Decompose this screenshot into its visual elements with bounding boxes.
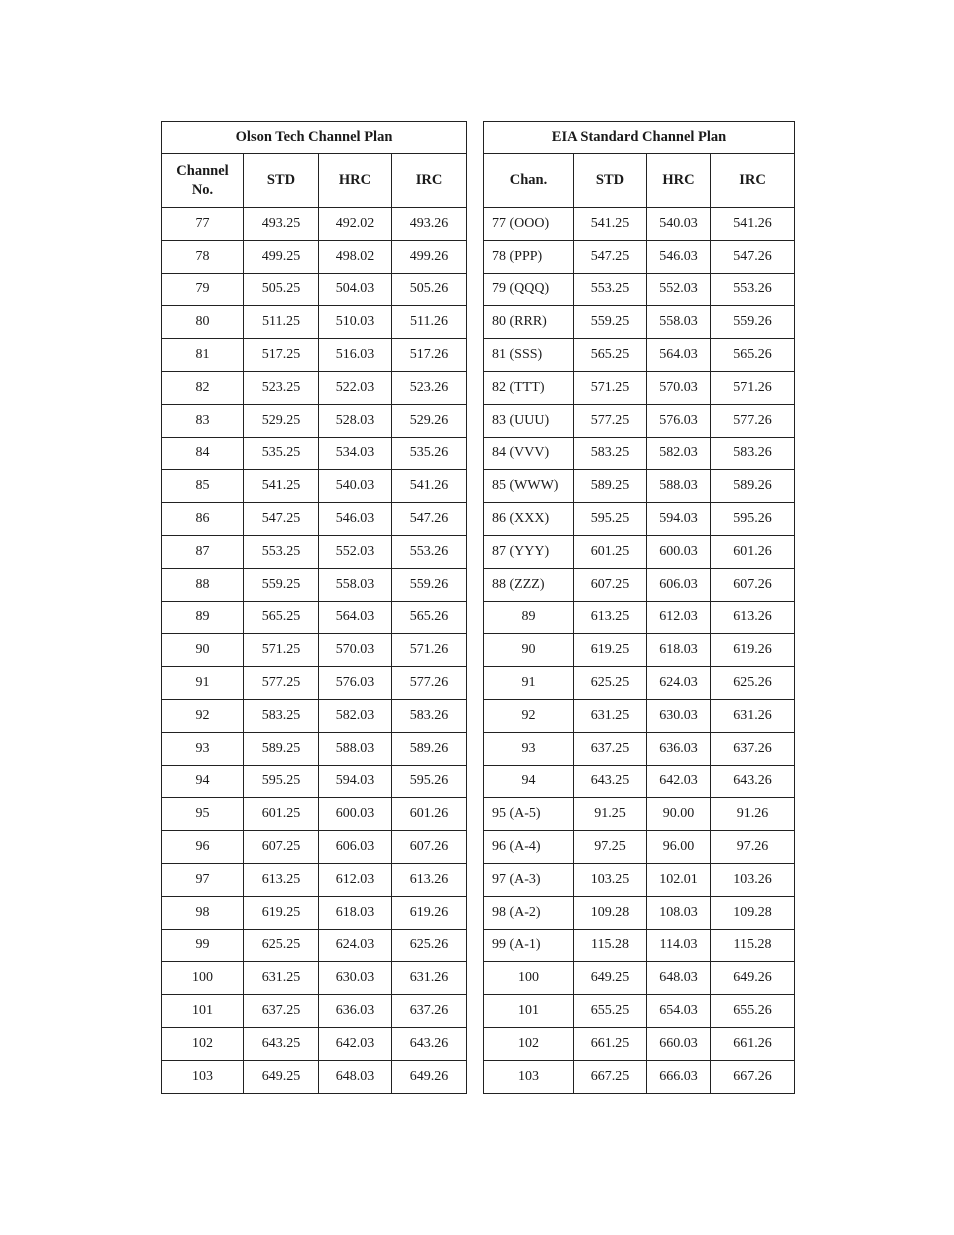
olson-cell-hrc: 576.03 xyxy=(319,667,392,700)
table-row xyxy=(484,339,795,372)
olson-cell-hrc: 636.03 xyxy=(319,995,392,1028)
eia-cell-hrc: 558.03 xyxy=(647,306,711,339)
eia-cell-channel: 80 (RRR) xyxy=(484,306,574,339)
table-row xyxy=(162,339,467,372)
eia-cell-irc: 619.26 xyxy=(711,634,795,667)
olson-cell-irc: 511.26 xyxy=(392,306,467,339)
table-row xyxy=(484,535,795,568)
table-row xyxy=(484,568,795,601)
olson-cell-irc: 535.26 xyxy=(392,437,467,470)
eia-cell-std: 661.25 xyxy=(574,1027,647,1060)
eia-cell-hrc: 642.03 xyxy=(647,765,711,798)
table-row xyxy=(484,601,795,634)
eia-cell-irc: 589.26 xyxy=(711,470,795,503)
olson-cell-std: 553.25 xyxy=(244,535,319,568)
olson-cell-irc: 583.26 xyxy=(392,699,467,732)
table-row xyxy=(484,371,795,404)
eia-cell-channel: 97 (A-3) xyxy=(484,863,574,896)
eia-cell-std: 667.25 xyxy=(574,1060,647,1093)
eia-cell-channel: 99 (A-1) xyxy=(484,929,574,962)
eia-cell-hrc: 102.01 xyxy=(647,863,711,896)
eia-cell-irc: 91.26 xyxy=(711,798,795,831)
eia-cell-std: 589.25 xyxy=(574,470,647,503)
eia-cell-hrc: 666.03 xyxy=(647,1060,711,1093)
olson-cell-channel: 82 xyxy=(162,371,244,404)
olson-cell-hrc: 492.02 xyxy=(319,208,392,241)
eia-cell-channel: 93 xyxy=(484,732,574,765)
eia-cell-hrc: 114.03 xyxy=(647,929,711,962)
table-row xyxy=(484,896,795,929)
olson-cell-std: 547.25 xyxy=(244,503,319,536)
table-row xyxy=(162,831,467,864)
eia-cell-irc: 103.26 xyxy=(711,863,795,896)
olson-cell-hrc: 630.03 xyxy=(319,962,392,995)
olson-cell-irc: 499.26 xyxy=(392,240,467,273)
olson-cell-channel: 96 xyxy=(162,831,244,864)
eia-cell-std: 541.25 xyxy=(574,208,647,241)
olson-cell-hrc: 528.03 xyxy=(319,404,392,437)
table-row xyxy=(162,699,467,732)
eia-cell-irc: 643.26 xyxy=(711,765,795,798)
olson-cell-std: 505.25 xyxy=(244,273,319,306)
eia-cell-channel: 90 xyxy=(484,634,574,667)
olson-cell-hrc: 504.03 xyxy=(319,273,392,306)
eia-header-hrc: HRC xyxy=(647,154,711,208)
olson-cell-std: 583.25 xyxy=(244,699,319,732)
eia-cell-std: 91.25 xyxy=(574,798,647,831)
olson-cell-std: 619.25 xyxy=(244,896,319,929)
table-row xyxy=(484,962,795,995)
olson-cell-std: 613.25 xyxy=(244,863,319,896)
olson-cell-std: 595.25 xyxy=(244,765,319,798)
eia-cell-irc: 607.26 xyxy=(711,568,795,601)
eia-cell-hrc: 660.03 xyxy=(647,1027,711,1060)
olson-cell-std: 517.25 xyxy=(244,339,319,372)
eia-cell-std: 649.25 xyxy=(574,962,647,995)
eia-cell-irc: 109.28 xyxy=(711,896,795,929)
olson-cell-channel: 83 xyxy=(162,404,244,437)
table-row xyxy=(162,634,467,667)
olson-cell-channel: 98 xyxy=(162,896,244,929)
olson-cell-channel: 91 xyxy=(162,667,244,700)
olson-cell-std: 571.25 xyxy=(244,634,319,667)
table-row xyxy=(162,273,467,306)
eia-cell-channel: 96 (A-4) xyxy=(484,831,574,864)
olson-cell-irc: 571.26 xyxy=(392,634,467,667)
table-row xyxy=(484,240,795,273)
table-row xyxy=(162,437,467,470)
olson-cell-hrc: 594.03 xyxy=(319,765,392,798)
olson-cell-channel: 89 xyxy=(162,601,244,634)
eia-cell-std: 577.25 xyxy=(574,404,647,437)
olson-cell-channel: 81 xyxy=(162,339,244,372)
eia-cell-channel: 79 (QQQ) xyxy=(484,273,574,306)
eia-cell-channel: 85 (WWW) xyxy=(484,470,574,503)
table-row xyxy=(162,404,467,437)
table-row xyxy=(162,306,467,339)
olson-cell-hrc: 510.03 xyxy=(319,306,392,339)
table-row xyxy=(162,208,467,241)
eia-cell-hrc: 612.03 xyxy=(647,601,711,634)
olson-cell-std: 649.25 xyxy=(244,1060,319,1093)
eia-cell-std: 607.25 xyxy=(574,568,647,601)
olson-cell-hrc: 540.03 xyxy=(319,470,392,503)
table-row xyxy=(484,667,795,700)
eia-cell-hrc: 618.03 xyxy=(647,634,711,667)
table-row xyxy=(484,765,795,798)
olson-cell-irc: 637.26 xyxy=(392,995,467,1028)
olson-cell-std: 511.25 xyxy=(244,306,319,339)
eia-cell-hrc: 570.03 xyxy=(647,371,711,404)
eia-cell-irc: 547.26 xyxy=(711,240,795,273)
eia-cell-irc: 583.26 xyxy=(711,437,795,470)
table-row xyxy=(484,208,795,241)
eia-cell-irc: 97.26 xyxy=(711,831,795,864)
olson-table-body xyxy=(162,208,467,1094)
eia-cell-hrc: 108.03 xyxy=(647,896,711,929)
eia-cell-channel: 95 (A-5) xyxy=(484,798,574,831)
eia-cell-std: 655.25 xyxy=(574,995,647,1028)
olson-cell-channel: 78 xyxy=(162,240,244,273)
olson-cell-irc: 493.26 xyxy=(392,208,467,241)
olson-cell-std: 565.25 xyxy=(244,601,319,634)
olson-cell-std: 559.25 xyxy=(244,568,319,601)
olson-tech-channel-plan-table xyxy=(161,121,467,1094)
eia-cell-irc: 553.26 xyxy=(711,273,795,306)
eia-table-title: EIA Standard Channel Plan xyxy=(484,122,795,154)
eia-cell-irc: 595.26 xyxy=(711,503,795,536)
olson-cell-hrc: 564.03 xyxy=(319,601,392,634)
eia-cell-irc: 115.28 xyxy=(711,929,795,962)
table-row xyxy=(162,863,467,896)
olson-cell-std: 523.25 xyxy=(244,371,319,404)
olson-cell-channel: 77 xyxy=(162,208,244,241)
eia-cell-std: 631.25 xyxy=(574,699,647,732)
olson-cell-std: 607.25 xyxy=(244,831,319,864)
table-row xyxy=(162,896,467,929)
olson-cell-hrc: 546.03 xyxy=(319,503,392,536)
eia-cell-std: 559.25 xyxy=(574,306,647,339)
eia-cell-channel: 102 xyxy=(484,1027,574,1060)
olson-cell-channel: 94 xyxy=(162,765,244,798)
eia-cell-channel: 91 xyxy=(484,667,574,700)
olson-cell-channel: 92 xyxy=(162,699,244,732)
table-row xyxy=(162,1060,467,1093)
table-row xyxy=(162,535,467,568)
eia-cell-irc: 649.26 xyxy=(711,962,795,995)
table-row xyxy=(162,1027,467,1060)
olson-cell-channel: 90 xyxy=(162,634,244,667)
table-row xyxy=(162,667,467,700)
eia-cell-channel: 84 (VVV) xyxy=(484,437,574,470)
table-row xyxy=(484,831,795,864)
eia-cell-irc: 601.26 xyxy=(711,535,795,568)
olson-cell-std: 535.25 xyxy=(244,437,319,470)
table-row xyxy=(162,601,467,634)
olson-cell-channel: 93 xyxy=(162,732,244,765)
eia-cell-std: 643.25 xyxy=(574,765,647,798)
olson-cell-channel: 88 xyxy=(162,568,244,601)
eia-cell-channel: 98 (A-2) xyxy=(484,896,574,929)
eia-cell-hrc: 552.03 xyxy=(647,273,711,306)
eia-cell-channel: 89 xyxy=(484,601,574,634)
eia-cell-hrc: 594.03 xyxy=(647,503,711,536)
table-row xyxy=(484,273,795,306)
eia-cell-std: 595.25 xyxy=(574,503,647,536)
olson-cell-channel: 87 xyxy=(162,535,244,568)
eia-cell-std: 565.25 xyxy=(574,339,647,372)
eia-table-body xyxy=(484,208,795,1094)
eia-cell-channel: 88 (ZZZ) xyxy=(484,568,574,601)
olson-cell-std: 589.25 xyxy=(244,732,319,765)
eia-cell-channel: 92 xyxy=(484,699,574,732)
eia-cell-channel: 83 (UUU) xyxy=(484,404,574,437)
eia-cell-std: 571.25 xyxy=(574,371,647,404)
olson-cell-irc: 553.26 xyxy=(392,535,467,568)
eia-cell-hrc: 564.03 xyxy=(647,339,711,372)
olson-cell-channel: 101 xyxy=(162,995,244,1028)
table-row xyxy=(484,470,795,503)
olson-cell-irc: 547.26 xyxy=(392,503,467,536)
olson-cell-channel: 103 xyxy=(162,1060,244,1093)
olson-cell-std: 625.25 xyxy=(244,929,319,962)
olson-cell-channel: 86 xyxy=(162,503,244,536)
olson-cell-std: 499.25 xyxy=(244,240,319,273)
eia-cell-channel: 101 xyxy=(484,995,574,1028)
olson-cell-irc: 601.26 xyxy=(392,798,467,831)
table-row xyxy=(162,765,467,798)
table-row xyxy=(162,995,467,1028)
eia-cell-channel: 100 xyxy=(484,962,574,995)
eia-cell-channel: 87 (YYY) xyxy=(484,535,574,568)
olson-header-irc: IRC xyxy=(392,154,467,208)
eia-cell-channel: 82 (TTT) xyxy=(484,371,574,404)
eia-cell-channel: 77 (OOO) xyxy=(484,208,574,241)
olson-cell-channel: 102 xyxy=(162,1027,244,1060)
table-row xyxy=(484,437,795,470)
eia-cell-hrc: 540.03 xyxy=(647,208,711,241)
olson-cell-irc: 613.26 xyxy=(392,863,467,896)
eia-cell-channel: 78 (PPP) xyxy=(484,240,574,273)
olson-cell-channel: 80 xyxy=(162,306,244,339)
table-row xyxy=(484,798,795,831)
eia-cell-std: 601.25 xyxy=(574,535,647,568)
eia-cell-irc: 631.26 xyxy=(711,699,795,732)
eia-cell-std: 115.28 xyxy=(574,929,647,962)
olson-cell-hrc: 612.03 xyxy=(319,863,392,896)
eia-cell-hrc: 546.03 xyxy=(647,240,711,273)
olson-header-channel-text: Channel No. xyxy=(176,163,229,198)
eia-header-chan: Chan. xyxy=(484,154,574,208)
eia-cell-irc: 613.26 xyxy=(711,601,795,634)
eia-cell-irc: 637.26 xyxy=(711,732,795,765)
olson-cell-std: 637.25 xyxy=(244,995,319,1028)
olson-cell-channel: 85 xyxy=(162,470,244,503)
olson-header-hrc: HRC xyxy=(319,154,392,208)
eia-standard-channel-plan-table xyxy=(483,121,795,1094)
eia-cell-hrc: 96.00 xyxy=(647,831,711,864)
eia-cell-std: 613.25 xyxy=(574,601,647,634)
olson-cell-irc: 523.26 xyxy=(392,371,467,404)
olson-cell-hrc: 570.03 xyxy=(319,634,392,667)
olson-cell-hrc: 534.03 xyxy=(319,437,392,470)
table-row xyxy=(484,929,795,962)
olson-cell-channel: 79 xyxy=(162,273,244,306)
eia-cell-hrc: 588.03 xyxy=(647,470,711,503)
olson-cell-irc: 577.26 xyxy=(392,667,467,700)
table-row xyxy=(484,634,795,667)
olson-cell-irc: 649.26 xyxy=(392,1060,467,1093)
eia-cell-irc: 565.26 xyxy=(711,339,795,372)
olson-cell-irc: 505.26 xyxy=(392,273,467,306)
olson-cell-irc: 619.26 xyxy=(392,896,467,929)
olson-cell-hrc: 606.03 xyxy=(319,831,392,864)
table-row xyxy=(484,732,795,765)
table-row xyxy=(162,240,467,273)
table-row xyxy=(484,995,795,1028)
table-row xyxy=(162,503,467,536)
table-row xyxy=(162,962,467,995)
olson-cell-hrc: 600.03 xyxy=(319,798,392,831)
olson-cell-channel: 100 xyxy=(162,962,244,995)
olson-cell-irc: 517.26 xyxy=(392,339,467,372)
eia-cell-hrc: 90.00 xyxy=(647,798,711,831)
eia-cell-irc: 625.26 xyxy=(711,667,795,700)
eia-cell-hrc: 624.03 xyxy=(647,667,711,700)
olson-cell-std: 493.25 xyxy=(244,208,319,241)
eia-cell-std: 97.25 xyxy=(574,831,647,864)
table-row xyxy=(162,929,467,962)
eia-cell-hrc: 630.03 xyxy=(647,699,711,732)
table-row xyxy=(162,732,467,765)
eia-cell-irc: 571.26 xyxy=(711,371,795,404)
eia-cell-hrc: 600.03 xyxy=(647,535,711,568)
eia-header-std: STD xyxy=(574,154,647,208)
eia-cell-channel: 86 (XXX) xyxy=(484,503,574,536)
table-row xyxy=(162,470,467,503)
olson-cell-std: 631.25 xyxy=(244,962,319,995)
eia-cell-irc: 577.26 xyxy=(711,404,795,437)
olson-cell-hrc: 516.03 xyxy=(319,339,392,372)
olson-cell-irc: 625.26 xyxy=(392,929,467,962)
olson-cell-irc: 589.26 xyxy=(392,732,467,765)
olson-cell-hrc: 498.02 xyxy=(319,240,392,273)
olson-header-channel xyxy=(162,154,244,208)
olson-cell-hrc: 642.03 xyxy=(319,1027,392,1060)
eia-cell-std: 583.25 xyxy=(574,437,647,470)
olson-cell-hrc: 618.03 xyxy=(319,896,392,929)
eia-cell-std: 553.25 xyxy=(574,273,647,306)
olson-cell-irc: 565.26 xyxy=(392,601,467,634)
eia-cell-std: 547.25 xyxy=(574,240,647,273)
eia-cell-irc: 655.26 xyxy=(711,995,795,1028)
olson-cell-hrc: 582.03 xyxy=(319,699,392,732)
olson-cell-std: 541.25 xyxy=(244,470,319,503)
table-row xyxy=(484,503,795,536)
eia-cell-std: 625.25 xyxy=(574,667,647,700)
olson-cell-hrc: 552.03 xyxy=(319,535,392,568)
eia-cell-irc: 559.26 xyxy=(711,306,795,339)
eia-cell-channel: 94 xyxy=(484,765,574,798)
olson-cell-hrc: 648.03 xyxy=(319,1060,392,1093)
olson-cell-hrc: 522.03 xyxy=(319,371,392,404)
eia-cell-std: 103.25 xyxy=(574,863,647,896)
table-row xyxy=(484,863,795,896)
olson-cell-hrc: 624.03 xyxy=(319,929,392,962)
olson-cell-irc: 595.26 xyxy=(392,765,467,798)
eia-cell-hrc: 636.03 xyxy=(647,732,711,765)
eia-cell-irc: 661.26 xyxy=(711,1027,795,1060)
table-row xyxy=(162,371,467,404)
olson-cell-irc: 631.26 xyxy=(392,962,467,995)
eia-cell-std: 619.25 xyxy=(574,634,647,667)
olson-header-std: STD xyxy=(244,154,319,208)
olson-cell-irc: 529.26 xyxy=(392,404,467,437)
table-row xyxy=(484,1027,795,1060)
olson-cell-channel: 97 xyxy=(162,863,244,896)
olson-cell-channel: 95 xyxy=(162,798,244,831)
table-row xyxy=(484,404,795,437)
olson-cell-channel: 99 xyxy=(162,929,244,962)
olson-cell-irc: 607.26 xyxy=(392,831,467,864)
olson-cell-std: 529.25 xyxy=(244,404,319,437)
olson-cell-std: 577.25 xyxy=(244,667,319,700)
eia-cell-channel: 81 (SSS) xyxy=(484,339,574,372)
eia-cell-hrc: 606.03 xyxy=(647,568,711,601)
table-row xyxy=(162,568,467,601)
eia-cell-std: 109.28 xyxy=(574,896,647,929)
olson-table-title: Olson Tech Channel Plan xyxy=(162,122,467,154)
eia-cell-irc: 541.26 xyxy=(711,208,795,241)
table-row xyxy=(484,306,795,339)
eia-cell-std: 637.25 xyxy=(574,732,647,765)
eia-cell-channel: 103 xyxy=(484,1060,574,1093)
olson-cell-irc: 643.26 xyxy=(392,1027,467,1060)
table-row xyxy=(484,1060,795,1093)
eia-cell-irc: 667.26 xyxy=(711,1060,795,1093)
eia-cell-hrc: 654.03 xyxy=(647,995,711,1028)
olson-cell-irc: 559.26 xyxy=(392,568,467,601)
eia-header-irc: IRC xyxy=(711,154,795,208)
table-row xyxy=(484,699,795,732)
olson-cell-hrc: 558.03 xyxy=(319,568,392,601)
olson-cell-irc: 541.26 xyxy=(392,470,467,503)
olson-cell-hrc: 588.03 xyxy=(319,732,392,765)
eia-cell-hrc: 582.03 xyxy=(647,437,711,470)
olson-cell-channel: 84 xyxy=(162,437,244,470)
olson-cell-std: 643.25 xyxy=(244,1027,319,1060)
eia-cell-hrc: 576.03 xyxy=(647,404,711,437)
eia-cell-hrc: 648.03 xyxy=(647,962,711,995)
olson-cell-std: 601.25 xyxy=(244,798,319,831)
table-row xyxy=(162,798,467,831)
